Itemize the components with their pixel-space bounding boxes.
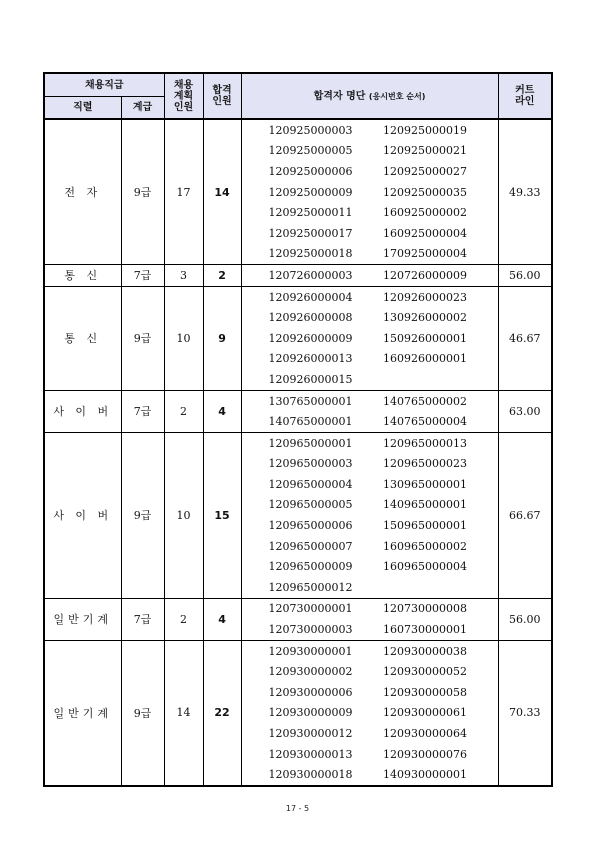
- applicant-number: 120930000002: [268, 665, 353, 679]
- table-row: [44, 390, 552, 432]
- cutline-cell: 63.00: [498, 390, 552, 432]
- cutline-cell: 70.33: [498, 640, 552, 786]
- cutline-header: 커트 라인: [498, 73, 552, 119]
- passer-id-line: [242, 556, 498, 577]
- applicant-number: 120925000003: [268, 123, 353, 137]
- applicant-number: 120965000003: [268, 457, 353, 471]
- passer-id-line: [242, 433, 498, 454]
- applicant-number: 120726000003: [268, 268, 353, 282]
- passer-id-line: [242, 723, 498, 744]
- series-cell: 일반기계: [44, 640, 121, 786]
- applicant-number: 120965000006: [268, 519, 353, 533]
- list-title: 합격자 명단: [313, 90, 366, 102]
- cutline-cell: 56.00: [498, 265, 552, 287]
- passer-id-line: [242, 682, 498, 703]
- passed-count-cell: 9: [203, 286, 241, 390]
- passed-count-cell: 2: [203, 265, 241, 287]
- passer-id-line: [242, 764, 498, 785]
- grade-cell: 9급: [121, 119, 164, 265]
- passer-id-line: [242, 349, 498, 370]
- applicant-number: 130926000002: [383, 311, 467, 325]
- passer-id-line: [242, 287, 498, 308]
- passer-id-line: [242, 619, 498, 640]
- passer-id-line: [242, 120, 498, 141]
- series-cell: 통 신: [44, 286, 121, 390]
- grade-cell: 7급: [121, 265, 164, 287]
- applicant-number: 140765000004: [383, 415, 467, 429]
- applicant-number: 120926000009: [268, 331, 353, 345]
- applicant-number: 120930000012: [268, 727, 353, 741]
- passer-list-cell: [241, 432, 498, 598]
- applicant-number: 130965000001: [383, 477, 467, 491]
- applicant-number: 120925000027: [383, 164, 467, 178]
- applicant-number: 120726000009: [383, 268, 467, 282]
- grade-cell: 9급: [121, 432, 164, 598]
- passer-id-line: [242, 391, 498, 412]
- passer-list-cell: [241, 119, 498, 265]
- applicant-number: 120926000023: [383, 290, 467, 304]
- passer-id-line: [242, 703, 498, 724]
- passer-id-line: [242, 641, 498, 662]
- table-row: [44, 119, 552, 265]
- passer-id-line: [242, 202, 498, 223]
- series-cell: 통 신: [44, 265, 121, 287]
- applicant-number: 120925000006: [268, 164, 353, 178]
- applicant-number: 120925000021: [383, 144, 467, 158]
- passer-id-line: [242, 599, 498, 620]
- applicant-number: 120965000009: [268, 560, 353, 574]
- passer-id-line: [242, 744, 498, 765]
- applicant-number: 120930000061: [383, 706, 467, 720]
- passer-id-line: [242, 411, 498, 432]
- applicant-number: 120930000052: [383, 665, 467, 679]
- passer-id-line: [242, 223, 498, 244]
- applicant-number: 160730000001: [383, 623, 467, 637]
- passer-id-line: [242, 536, 498, 557]
- passer-id-line: [242, 182, 498, 203]
- grade-cell: 7급: [121, 598, 164, 640]
- passer-id-line: [242, 141, 498, 162]
- page-number: 17 - 5: [285, 804, 310, 813]
- passer-id-line: [242, 454, 498, 475]
- applicant-number: 160965000002: [383, 539, 467, 553]
- table-header: [44, 73, 552, 119]
- passed-count-cell: 15: [203, 432, 241, 598]
- passed-count-cell: 4: [203, 598, 241, 640]
- applicant-number: 150926000001: [383, 331, 467, 345]
- planned-count-cell: 17: [164, 119, 203, 265]
- series-cell: 전 자: [44, 119, 121, 265]
- passer-id-line: [242, 577, 498, 598]
- applicant-number: 120730000008: [383, 602, 467, 616]
- planned-count-cell: 2: [164, 390, 203, 432]
- applicant-number: 170925000004: [383, 247, 467, 261]
- passer-id-line: [242, 661, 498, 682]
- applicant-number: 120965000007: [268, 539, 353, 553]
- applicant-number: 130765000001: [268, 394, 353, 408]
- passer-id-line: [242, 244, 498, 265]
- grade-cell: 9급: [121, 286, 164, 390]
- passed-header: 합격 인원: [203, 73, 241, 119]
- planned-count-cell: 10: [164, 286, 203, 390]
- planned-count-cell: 2: [164, 598, 203, 640]
- table-row: [44, 286, 552, 390]
- job-category-header: 채용직급: [44, 73, 164, 97]
- planned-count-cell: 14: [164, 640, 203, 786]
- applicant-number: 120926000015: [268, 372, 353, 386]
- applicant-number: 120930000038: [383, 644, 467, 658]
- recruitment-results-table: [43, 72, 553, 787]
- applicant-number: 120925000019: [383, 123, 467, 137]
- passer-list-cell: [241, 598, 498, 640]
- applicant-number: 120925000009: [268, 185, 353, 199]
- passer-id-line: [242, 328, 498, 349]
- table-body: [44, 119, 552, 786]
- passer-id-line: [242, 474, 498, 495]
- series-cell: 사 이 버: [44, 432, 121, 598]
- passer-id-line: [242, 495, 498, 516]
- cutline-cell: 49.33: [498, 119, 552, 265]
- applicant-number: 120925000018: [268, 247, 353, 261]
- applicant-number: 120925000017: [268, 226, 353, 240]
- applicant-number: 120930000001: [268, 644, 353, 658]
- passer-list-cell: [241, 286, 498, 390]
- passer-list-cell: [241, 390, 498, 432]
- applicant-number: 120965000023: [383, 457, 467, 471]
- passer-id-line: [242, 265, 498, 286]
- applicant-number: 120965000013: [383, 436, 467, 450]
- cutline-cell: 56.00: [498, 598, 552, 640]
- series-header: 직렬: [44, 97, 121, 120]
- applicant-number: 120930000009: [268, 706, 353, 720]
- cutline-cell: 46.67: [498, 286, 552, 390]
- applicant-number: 120926000004: [268, 290, 353, 304]
- applicant-number: 120926000008: [268, 311, 353, 325]
- applicant-number: 160965000004: [383, 560, 467, 574]
- passer-id-line: [242, 515, 498, 536]
- table-row: [44, 432, 552, 598]
- applicant-number: 150965000001: [383, 519, 467, 533]
- applicant-number: 140930000001: [383, 768, 467, 782]
- applicant-number: 120965000004: [268, 477, 353, 491]
- applicant-number: 120930000013: [268, 747, 353, 761]
- planned-count-cell: 3: [164, 265, 203, 287]
- applicant-number: 120926000013: [268, 352, 353, 366]
- planned-header: 채용 계획 인원: [164, 73, 203, 119]
- applicant-number: 120930000064: [383, 727, 467, 741]
- list-header: [241, 73, 498, 119]
- passer-id-line: [242, 307, 498, 328]
- passed-count-cell: 22: [203, 640, 241, 786]
- applicant-number: 120730000003: [268, 623, 353, 637]
- applicant-number: 120930000018: [268, 768, 353, 782]
- applicant-number: 120930000006: [268, 685, 353, 699]
- applicant-number: 160926000001: [383, 352, 467, 366]
- cutline-cell: 66.67: [498, 432, 552, 598]
- applicant-number: 140765000001: [268, 415, 353, 429]
- list-subtitle: (응시번호 순서): [368, 91, 426, 101]
- applicant-number: 120965000001: [268, 436, 353, 450]
- applicant-number: 120965000012: [268, 580, 353, 594]
- applicant-number: 120925000035: [383, 185, 467, 199]
- planned-count-cell: 10: [164, 432, 203, 598]
- grade-cell: 7급: [121, 390, 164, 432]
- passer-id-line: [242, 161, 498, 182]
- applicant-number: 160925000002: [383, 206, 467, 220]
- passer-list-cell: [241, 265, 498, 287]
- applicant-number: 120965000005: [268, 498, 353, 512]
- applicant-number: 120930000058: [383, 685, 467, 699]
- series-cell: 사 이 버: [44, 390, 121, 432]
- applicant-number: 120930000076: [383, 747, 467, 761]
- passed-count-cell: 14: [203, 119, 241, 265]
- applicant-number: 120925000011: [268, 206, 353, 220]
- applicant-number: 160925000004: [383, 226, 467, 240]
- table-row: [44, 265, 552, 287]
- applicant-number: 120925000005: [268, 144, 353, 158]
- passer-list-cell: [241, 640, 498, 786]
- grade-cell: 9급: [121, 640, 164, 786]
- passed-count-cell: 4: [203, 390, 241, 432]
- grade-header: 계급: [121, 97, 164, 120]
- table-row: [44, 640, 552, 786]
- applicant-number: 140965000001: [383, 498, 467, 512]
- applicant-number: 120730000001: [268, 602, 353, 616]
- table-row: [44, 598, 552, 640]
- passer-id-line: [242, 369, 498, 390]
- series-cell: 일반기계: [44, 598, 121, 640]
- applicant-number: 140765000002: [383, 394, 467, 408]
